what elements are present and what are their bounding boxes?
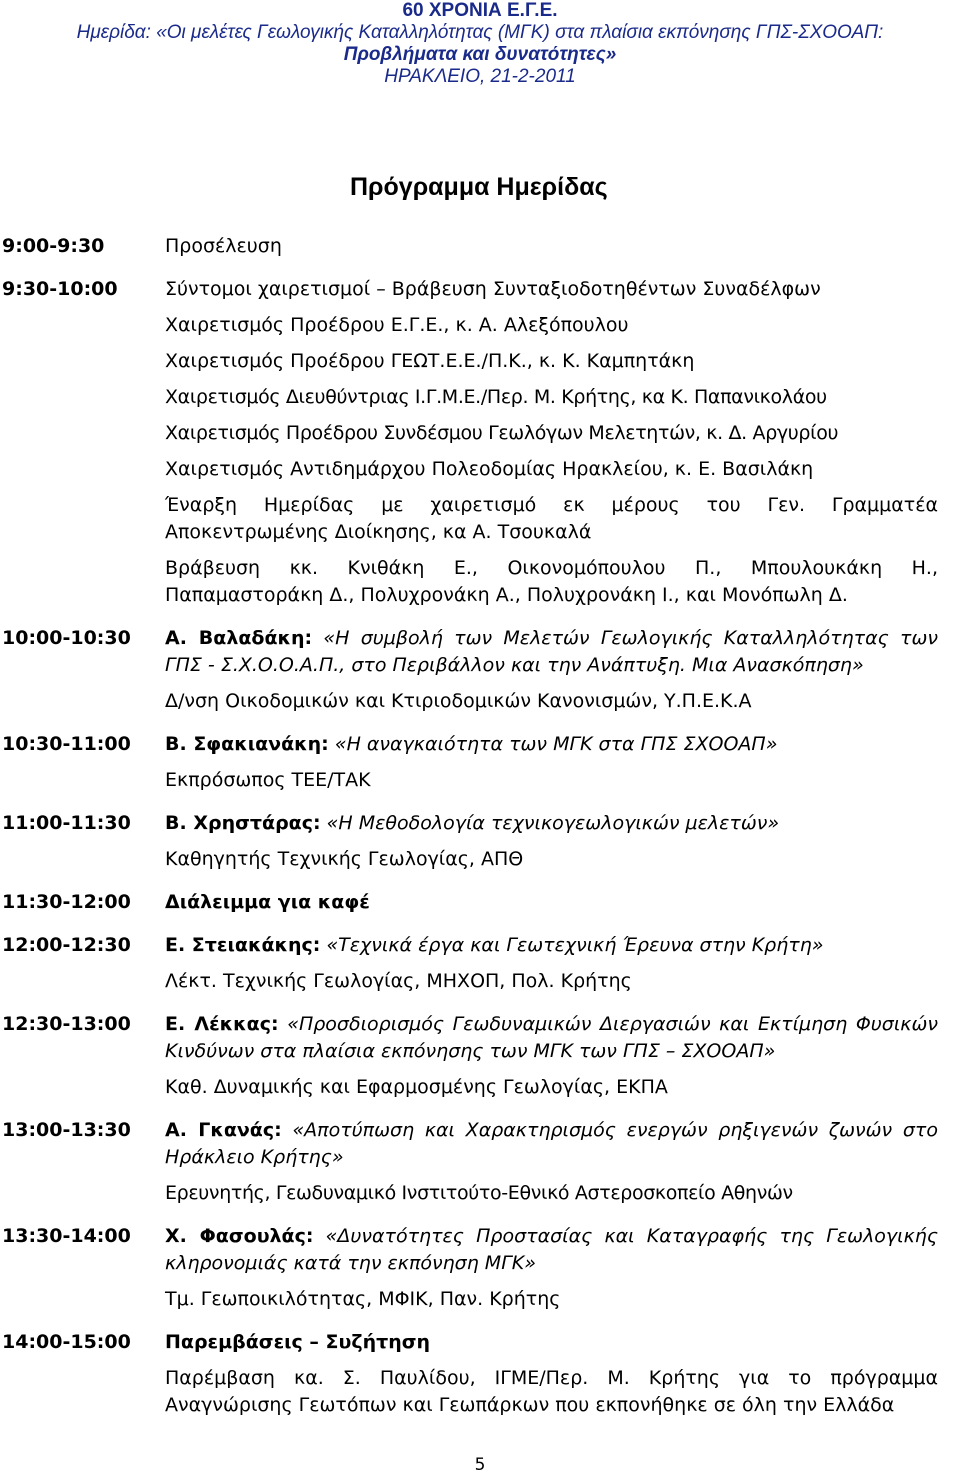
greeting-line: Χαιρετισμός Προέδρου ΓΕΩΤ.Ε.Ε./Π.Κ., κ. Κ. Καμπητάκη [165, 350, 695, 372]
greeting-line: Σύντομοι χαιρετισμοί – Βράβευση Συνταξιοδοτηθέντων Συναδέλφων [165, 278, 821, 300]
slot-time: 14:00-15:00 [2, 1331, 131, 1353]
greeting-line: Χαιρετισμός Προέδρου Συνδέσμου Γεωλόγων Μελετητών, κ. Δ. Αργυρίου [165, 422, 839, 444]
speaker-affiliation: Δ/νση Οικοδομικών και Κτιριοδομικών Κανονισμών, Υ.Π.Ε.Κ.Α [165, 690, 752, 712]
slot-body [165, 271, 938, 613]
schedule-slot [0, 1112, 960, 1211]
slot-time: 13:00-13:30 [2, 1119, 131, 1141]
slot-time: 13:30-14:00 [2, 1225, 131, 1247]
slot-time: 10:30-11:00 [2, 733, 131, 755]
slot-body [165, 1006, 938, 1105]
speaker-affiliation: Καθ. Δυναμικής και Εφαρμοσμένης Γεωλογίας, ΕΚΠΑ [165, 1076, 668, 1098]
opening-text: Έναρξη Ημερίδας με χαιρετισμό εκ μέρους του Γεν. Γραμματέα Αποκεντρωμένης Διοίκησης, κα Α. Τσουκαλά [165, 494, 938, 543]
talk-entry [165, 726, 938, 762]
talk-entry [165, 1218, 938, 1281]
speaker-affiliation: Τμ. Γεωποικιλότητας, ΜΦΙΚ, Παν. Κρήτης [165, 1288, 561, 1310]
talk-title: «Αποτύπωση και Χαρακτηρισμός ενεργών ρηξιγενών ζωνών στο Ηράκλειο Κρήτης» [165, 1119, 938, 1168]
speaker-name: Α. Γκανάς: [165, 1119, 282, 1141]
page-number: 5 [474, 1455, 486, 1475]
slot-body [165, 1324, 938, 1423]
speaker-affiliation: Ερευνητής, Γεωδυναμικό Ινστιτούτο-Εθνικό Αστεροσκοπείο Αθηνών [165, 1182, 793, 1204]
slot-time: 11:30-12:00 [2, 891, 131, 913]
talk-entry [165, 1112, 938, 1175]
schedule-slot [0, 927, 960, 999]
slot-body [165, 228, 938, 264]
schedule-slot [0, 620, 960, 719]
slot-time: 9:30-10:00 [2, 278, 118, 300]
speaker-name: Ε. Λέκκας: [165, 1013, 279, 1035]
talk-title: «Η συμβολή των Μελετών Γεωλογικής Καταλληλότητας των ΓΠΣ - Σ.Χ.Ο.Ο.Α.Π., στο Περιβάλλον και την Ανάπτυξη. Μια Ανασκόπηση» [165, 627, 938, 676]
greeting-line: Χαιρετισμός Αντιδημάρχου Πολεοδομίας Ηρακλείου, κ. Ε. Βασιλάκη [165, 458, 814, 480]
talk-title: «Τεχνικά έργα και Γεωτεχνική Έρευνα στην Κρήτη» [326, 934, 824, 956]
talk-title: «Προσδιορισμός Γεωδυναμικών Διεργασιών και Εκτίμηση Φυσικών Κινδύνων στα πλαίσια εκπόνησης των ΜΓΚ των ΓΠΣ – ΣΧΟΟΑΠ» [165, 1013, 938, 1062]
slot-body [165, 620, 938, 719]
slot-time: 10:00-10:30 [2, 627, 131, 649]
schedule-slot [0, 726, 960, 798]
slot-time: 12:00-12:30 [2, 934, 131, 956]
schedule-slot [0, 271, 960, 613]
greeting-line: Χαιρετισμός Διευθύντριας Ι.Γ.Μ.Ε./Περ. Μ. Κρήτης, κα Κ. Παπανικολάου [165, 386, 827, 408]
talk-entry [165, 620, 938, 683]
anniversary-title: 60 ΧΡΟΝΙΑ Ε.Γ.Ε. [402, 0, 558, 21]
schedule-slot [0, 884, 960, 920]
talk-entry [165, 927, 938, 963]
speaker-affiliation: Εκπρόσωπος ΤΕΕ/ΤΑΚ [165, 769, 371, 791]
speaker-name: Α. Βαλαδάκη: [165, 627, 313, 649]
speaker-name: Ε. Στειακάκης: [165, 934, 321, 956]
awards-text: Βράβευση κκ. Κνιθάκη Ε., Οικονομόπουλου Π., Μπουλουκάκη Η., Παπαμαστοράκη Δ., Πολυχρονάκη Α., Πολυχρονάκη Ι., και Μονόπωλη Δ. [165, 557, 938, 606]
schedule-slot [0, 805, 960, 877]
speaker-affiliation: Λέκτ. Τεχνικής Γεωλογίας, ΜΗΧΟΠ, Πολ. Κρήτης [165, 970, 632, 992]
greeting-line: Χαιρετισμός Προέδρου Ε.Γ.Ε., κ. Α. Αλεξόπουλου [165, 314, 629, 336]
schedule [0, 228, 960, 1430]
place-date: ΗΡΑΚΛΕΙΟ, 21-2-2011 [384, 66, 576, 87]
slot-body [165, 805, 938, 877]
slot-time: 9:00-9:30 [2, 235, 105, 257]
intervention-note: Παρέμβαση κα. Σ. Παυλίδου, ΙΓΜΕ/Περ. Μ. Κρήτης για το πρόγραμμα Αναγνώρισης Γεωτόπων και Γεωπάρκων που εκπονήθηκε σε όλη την Ελλάδα [165, 1367, 938, 1416]
event-title: Ημερίδα: «Οι μελέτες Γεωλογικής Καταλληλότητας (ΜΓΚ) στα πλαίσια εκπόνησης ΓΠΣ-ΣΧΟΟΑΠ: [76, 22, 884, 43]
event-subtitle: Προβλήματα και δυνατότητες» [343, 44, 617, 65]
schedule-slot [0, 228, 960, 264]
document-header [0, 0, 960, 88]
speaker-affiliation: Καθηγητής Τεχνικής Γεωλογίας, ΑΠΘ [165, 848, 524, 870]
talk-entry [165, 805, 938, 841]
program-title: Πρόγραμμα Ημερίδας [350, 173, 608, 201]
slot-body [165, 927, 938, 999]
schedule-slot [0, 1006, 960, 1105]
slot-body [165, 1112, 938, 1211]
talk-title: «Η αναγκαιότητα των ΜΓΚ στα ΓΠΣ ΣΧΟΟΑΠ» [334, 733, 778, 755]
schedule-slot [0, 1218, 960, 1317]
coffee-break: Διάλειμμα για καφέ [165, 891, 370, 913]
slot-time: 12:30-13:00 [2, 1013, 131, 1035]
speaker-name: Β. Σφακιανάκη: [165, 733, 329, 755]
speaker-name: Χ. Φασουλάς: [165, 1225, 314, 1247]
slot-body [165, 884, 938, 920]
schedule-slot [0, 1324, 960, 1423]
slot-body [165, 1218, 938, 1317]
talk-entry [165, 1006, 938, 1069]
slot-body [165, 726, 938, 798]
speaker-name: Β. Χρηστάρας: [165, 812, 321, 834]
arrival-text: Προσέλευση [165, 235, 282, 257]
slot-time: 11:00-11:30 [2, 812, 131, 834]
talk-title: «Δυνατότητες Προστασίας και Καταγραφής της Γεωλογικής κληρονομιάς κατά την εκπόνηση ΜΓΚ» [165, 1225, 938, 1274]
discussion-session: Παρεμβάσεις – Συζήτηση [165, 1331, 431, 1353]
talk-title: «Η Μεθοδολογία τεχνικογεωλογικών μελετών» [326, 812, 780, 834]
